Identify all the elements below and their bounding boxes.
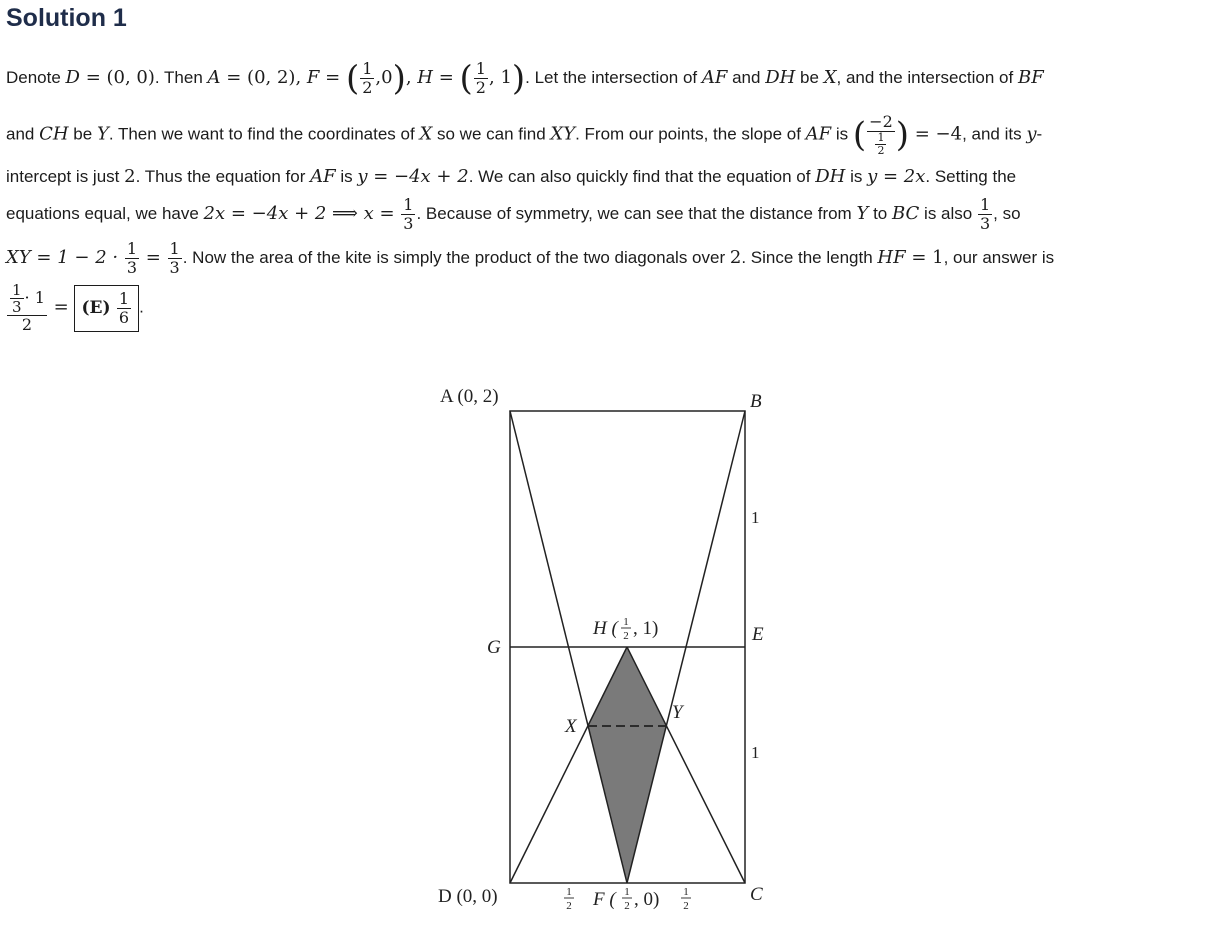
- paren-left: (: [345, 58, 360, 99]
- fraction-slope: $\frac{-2}{\frac{1}{2}}$: [869, 112, 893, 157]
- svg-text:2: 2: [566, 900, 572, 912]
- text-run: .: [139, 297, 144, 317]
- math-expr: =: [433, 66, 460, 88]
- math-expr: ,: [405, 66, 418, 88]
- text-run: Denote: [6, 67, 66, 87]
- fraction-third: $\frac{1}{3}$: [403, 195, 414, 233]
- svg-text:2: 2: [623, 630, 629, 642]
- math-expr: = (0, 2),: [220, 66, 307, 88]
- text-run: so we can find: [432, 124, 551, 144]
- text-run: be: [68, 124, 97, 144]
- text-run: . Thus the equation for: [135, 167, 311, 186]
- label-h: H (: [593, 618, 618, 639]
- math-var: Y: [96, 123, 109, 145]
- label-y: Y: [672, 702, 683, 723]
- text-run: and: [6, 124, 40, 144]
- fraction-half: $\frac{1}{2}$: [362, 59, 373, 97]
- label-d: D (0, 0): [438, 886, 498, 907]
- text-run: be: [795, 67, 824, 87]
- math-var: AF: [310, 166, 336, 187]
- label-h-half: [621, 616, 631, 642]
- text-run: . From our points, the slope of: [575, 124, 806, 144]
- math-var: AF: [701, 66, 728, 88]
- math-var: BF: [1017, 66, 1044, 88]
- answer-choice: (E): [81, 297, 111, 318]
- fraction-third: $\frac{1}{3}$: [126, 239, 138, 277]
- text-run: , our answer is: [943, 247, 1055, 267]
- math-var: A: [207, 66, 221, 88]
- paren-right: ): [895, 115, 910, 155]
- math-expr: 2x = −4x + 2 ⟹ x =: [203, 202, 401, 224]
- svg-text:1: 1: [624, 886, 630, 898]
- math-var: HF: [877, 246, 906, 268]
- math-expr: y = 2x: [867, 166, 926, 187]
- svg-text:2: 2: [683, 900, 689, 912]
- paren-right: ): [392, 58, 406, 99]
- solution-heading: Solution 1: [6, 4, 127, 32]
- label-c: C: [750, 884, 763, 905]
- label-g: G: [487, 637, 501, 658]
- text-run: is: [335, 167, 358, 186]
- math-var: F: [306, 66, 320, 88]
- math-var: XY: [550, 123, 576, 145]
- text-run: . Now the area of the kite is simply the product of the two diagonals over: [182, 247, 730, 267]
- math-var: DH: [815, 166, 846, 187]
- math-var: H: [417, 66, 433, 88]
- label-seg-bottom: 1: [751, 743, 760, 762]
- text-run: is: [845, 167, 868, 186]
- text-run: to: [868, 203, 892, 223]
- fraction-half: $\frac{1}{2}$: [475, 59, 486, 97]
- math-var: D: [65, 66, 80, 88]
- math-var: AF: [805, 123, 832, 145]
- label-half-left: [564, 886, 574, 912]
- label-x: X: [565, 716, 577, 737]
- math-zero: 0: [381, 66, 393, 88]
- math-var: X: [823, 66, 837, 88]
- math-expr: =: [319, 66, 346, 88]
- label-seg-top: 1: [751, 508, 760, 527]
- math-one: 1: [500, 66, 512, 88]
- math-expr: =: [47, 296, 75, 318]
- fraction-third: $\frac{1}{3}$: [169, 239, 180, 277]
- fraction-half-small: $\frac{1}{2}$: [877, 131, 885, 157]
- paragraph-line-1: Denote D = (0, 0). Then A = (0, 2), F = ( $\frac{1}{2}$ ,0), H = ( $\frac{1}{2}$ , 1). Let the intersection of AF and DH be X, and the intersection of BF: [6, 58, 1044, 99]
- label-f: F (: [593, 889, 616, 910]
- svg-text:1: 1: [566, 886, 572, 898]
- label-a: A (0, 2): [440, 386, 499, 407]
- math-var: CH: [39, 123, 69, 145]
- text-run: and: [727, 67, 766, 87]
- math-expr: 2: [124, 166, 136, 187]
- math-expr: y = −4x + 2: [357, 166, 469, 187]
- math-var: X: [419, 123, 433, 145]
- label-h-end: , 1): [633, 618, 659, 639]
- svg-text:1: 1: [683, 886, 689, 898]
- math-expr: 2: [729, 246, 742, 268]
- math-expr: = −4: [909, 123, 963, 145]
- math-var: Y: [856, 202, 869, 224]
- svg-text:2: 2: [624, 900, 630, 912]
- fraction-sixth: $\frac{1}{6}$: [118, 288, 130, 327]
- fraction-area: $\frac{1}{3}$ · 1 2: [7, 282, 47, 334]
- svg-text:1: 1: [623, 616, 629, 628]
- paren-left: (: [459, 58, 473, 99]
- math-expr: XY = 1 − 2 ·: [6, 246, 124, 268]
- math-var: y: [1026, 123, 1037, 145]
- text-run: . Because of symmetry, we can see that the distance from: [416, 203, 857, 223]
- text-run: -: [1036, 124, 1043, 144]
- math-expr: = (0, 0): [79, 66, 155, 88]
- text-run: intercept is just: [6, 167, 125, 186]
- math-var: DH: [765, 66, 796, 88]
- label-half-right: [681, 886, 691, 912]
- text-run: , and the intersection of: [836, 67, 1018, 87]
- paren-right: ): [511, 58, 526, 99]
- text-run: equations equal, we have: [6, 203, 204, 223]
- text-run: . Since the length: [741, 247, 878, 267]
- math-var: BC: [891, 202, 920, 224]
- paren-left: (: [852, 115, 867, 155]
- fraction-third: $\frac{1}{3}$: [979, 195, 991, 233]
- text-run: is: [831, 124, 853, 144]
- label-f-end: , 0): [634, 889, 660, 910]
- kite-shaded: [588, 648, 666, 883]
- label-b: B: [750, 391, 762, 412]
- label-e: E: [752, 624, 764, 645]
- text-run: , so: [993, 203, 1021, 223]
- text-run: . Then we want to find the coordinates of: [108, 124, 420, 144]
- fraction-third-inner: $\frac{1}{3}$: [12, 281, 22, 316]
- text-run: . We can also quickly find that the equation of: [468, 167, 816, 186]
- text-run: . Setting the: [925, 167, 1017, 186]
- text-run: . Then: [154, 67, 208, 87]
- math-expr: = 1: [905, 246, 944, 268]
- text-run: . Let the intersection of: [525, 67, 702, 87]
- math-dot-one: · 1: [24, 288, 45, 307]
- math-expr: =: [140, 246, 167, 268]
- text-run: is also: [919, 203, 977, 223]
- text-run: , and its: [962, 124, 1027, 144]
- label-f-half: [622, 886, 632, 912]
